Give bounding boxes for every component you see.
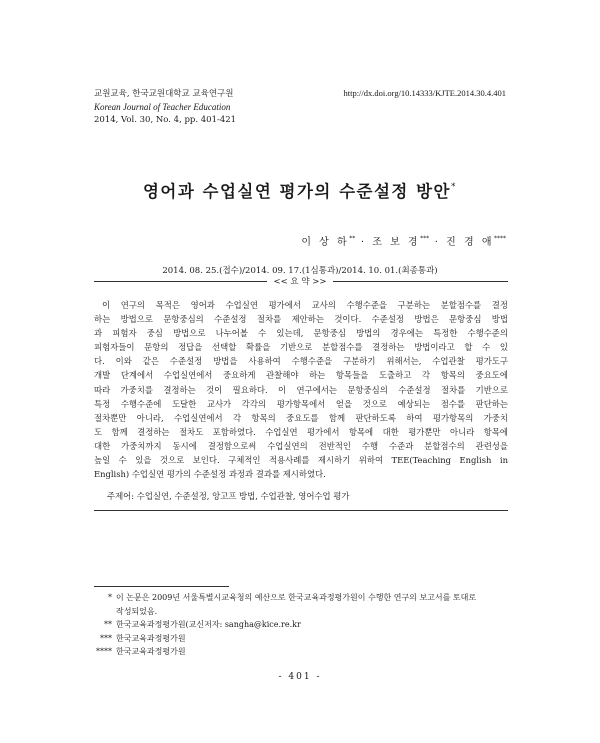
paper-title — [0, 178, 600, 202]
page-number: - 401 - — [278, 672, 322, 682]
author-footnote-mark[interactable]: **** — [494, 235, 506, 242]
abstract-line: 과 피험자 중심 방법으로 나누어볼 수 있는데, 문항중심 방법의 경우에는 특정한 수행수준의 — [94, 328, 508, 339]
footnote-text: 이 논문은 2009년 서울특별시교육청의 예산으로 한국교육과정평가원이 수행한 연구의 보고서를 토대로 — [116, 593, 477, 602]
author-separator: · — [434, 237, 441, 248]
footnote-mark: **** — [96, 647, 112, 656]
abstract-line: 대한 가중치까지 동시에 결정함으로써 수업실연의 전반적인 수행 수준과 분할점수의 관련성을 — [94, 440, 508, 451]
abstract-bottom-rule — [94, 510, 508, 511]
author-separator: · — [360, 237, 367, 248]
footnote-mark: * — [108, 593, 112, 602]
title-footnote-mark[interactable]: * — [451, 182, 457, 192]
footnote-mark: *** — [100, 633, 112, 643]
abstract-line: 피험자들이 문항의 정답을 선택할 확률을 기반으로 분할점수를 결정하는 방법이라고 할 수 있 — [94, 342, 508, 353]
footnote — [94, 591, 476, 605]
author-footnote-mark[interactable]: *** — [420, 235, 430, 242]
footnote — [94, 645, 476, 659]
footnote-text: 한국교육과정평가원 — [116, 633, 186, 643]
footnotes — [94, 591, 476, 659]
paper-title-text: 영어과 수업실연 평가의 수준설정 방안 — [142, 182, 451, 201]
abstract-line: 절차뿐만 아니라, 수업실연에서 각 항목의 중요도를 함께 판단하도록 하여 평가항목의 가중치 — [94, 412, 508, 423]
footnote-text: 작성되었음. — [116, 606, 158, 616]
footnote — [94, 605, 476, 619]
doi-link[interactable]: http://dx.doi.org/10.14333/KJTE.2014.30.4.401 — [343, 88, 506, 98]
volume-info: 2014, Vol. 30, No. 4, pp. 401-421 — [94, 115, 237, 125]
author-name: 진 경 애 — [446, 237, 494, 248]
footnote-mark: ** — [104, 620, 112, 629]
author-name: 이 상 하 — [301, 237, 350, 248]
journal-name: Korean Journal of Teacher Education — [94, 102, 231, 112]
footnote — [94, 632, 476, 646]
abstract-body — [94, 298, 508, 481]
author-list — [301, 233, 506, 248]
abstract-label: << 요 약 >> — [0, 275, 600, 287]
abstract-line: 따라 가중치를 결정하는 것이 필요하다. 이 연구에서는 문항중심의 수준설정 절차를 기반으로 — [94, 384, 508, 395]
author-name: 조 보 경 — [372, 237, 421, 248]
abstract-line: 하는 방법으로 문항중심의 수준설정 절차를 제안하는 것이다. 수준설정 방법은 문항중심 방법 — [94, 314, 508, 325]
footnote — [94, 618, 476, 632]
footnote-text: 한국교육과정평가원(교신저자: sangha@kice.re.kr — [116, 620, 301, 629]
keywords: 주제어: 수업실연, 수준설정, 앙고프 방법, 수업관찰, 영어수업 평가 — [107, 491, 350, 501]
abstract-line: 개발 단계에서 수업실연에서 중요하게 관찰해야 하는 항목들을 도출하고 각 항목의 중요도에 — [94, 370, 508, 381]
running-header — [94, 88, 236, 127]
submission-dates: 2014. 08. 25.(접수)/2014. 09. 17.(1심통과)/2014. 10. 01.(최종통과) — [162, 266, 438, 276]
publisher: 교원교육, 한국교원대학교 교육연구원 — [94, 89, 234, 99]
abstract-line: English) 수업실연 평가의 수준설정 과정과 결과를 제시하였다. — [94, 469, 326, 480]
footnote-text: 한국교육과정평가원 — [116, 647, 186, 656]
abstract-line: 높일 수 있을 것으로 보인다. 구체적인 적용사례를 제시하기 위하여 TEE(Teaching English in — [94, 455, 508, 466]
abstract-line: 특정 수행수준에 도달한 교사가 각각의 평가항목에서 얻을 것으로 예상되는 점수를 판단하는 — [94, 398, 508, 409]
abstract-line: 이 연구의 목적은 영어과 수업실연 평가에서 교사의 수행수준을 구분하는 분할점수를 결정 — [102, 300, 508, 310]
abstract-line: 도 함께 결정하는 절차도 포함하였다. 수업실연 평가에서 항목에 대한 평가뿐만 아니라 항목에 — [94, 426, 508, 437]
footnote-rule — [94, 586, 229, 587]
author-footnote-mark[interactable]: ** — [349, 235, 356, 242]
abstract-line: 다. 이와 같은 수준설정 방법을 사용하여 수행수준을 구분하기 위해서는, 수업관찰 평가도구 — [94, 356, 508, 367]
